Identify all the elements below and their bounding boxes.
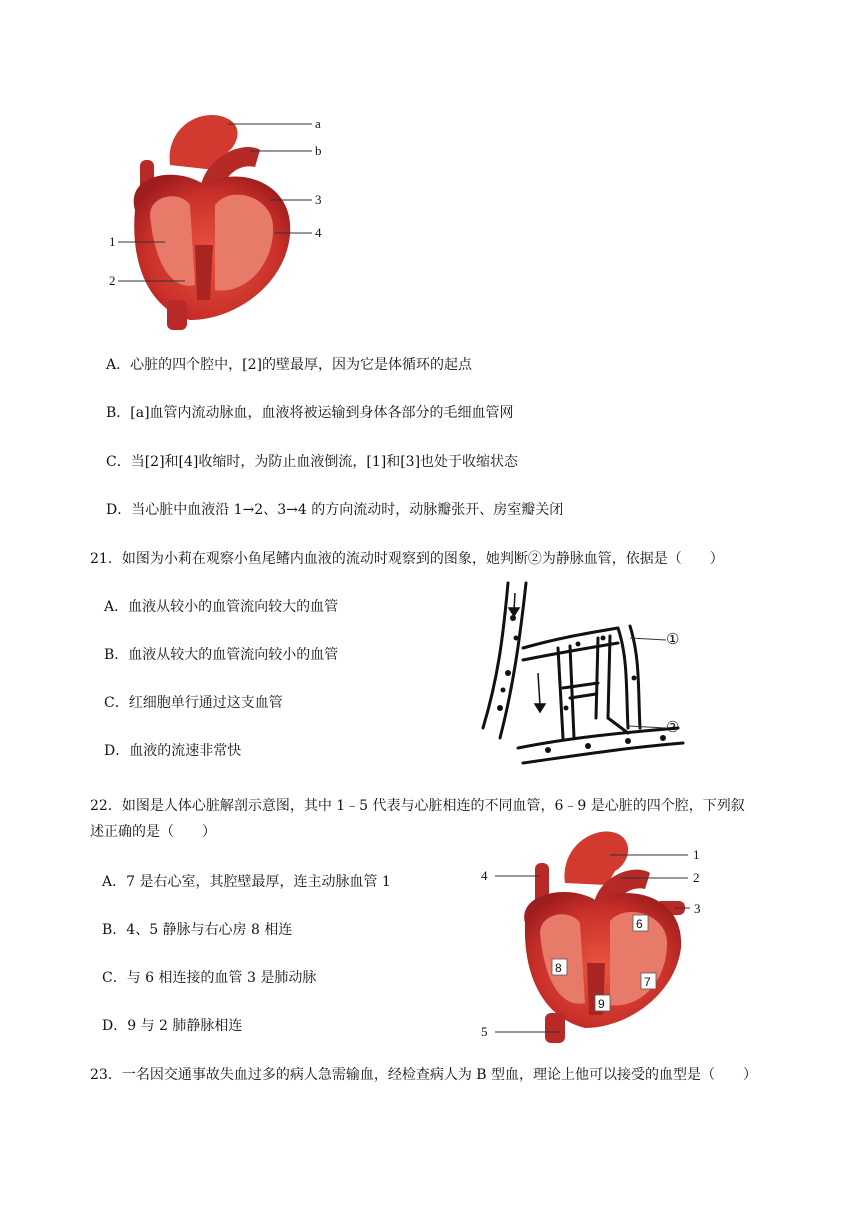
heart2-box-9: 9	[598, 997, 605, 1011]
heart2-box-7: 7	[644, 975, 651, 989]
q23-stem: 23．一名因交通事故失血过多的病人急需输血，经检查病人为 B 型血，理论上他可以接受的血型是（ ）	[90, 1067, 758, 1083]
q22-stem-line2: 述正确的是（ ）	[90, 824, 216, 840]
q22-option-d: D．9 与 2 肺静脉相连	[102, 1018, 243, 1034]
heart1-label-b: b	[315, 143, 322, 158]
q22-option-a: A．7 是右心室，其腔壁最厚，连主动脉血管 1	[102, 874, 391, 890]
q21-option-d: D．血液的流速非常快	[104, 743, 242, 759]
heart2-box-6: 6	[636, 917, 643, 931]
q20-option-d: D．当心脏中血液沿 1→2、3→4 的方向流动时，动脉瓣张开、房室瓣关闭	[106, 502, 564, 518]
q20-option-b: B．[a]血管内流动脉血，血液将被运输到身体各部分的毛细血管网	[106, 405, 514, 421]
heart2-label-3: 3	[694, 901, 701, 916]
heart1-label-3: 3	[315, 192, 322, 207]
heart2-label-2: 2	[693, 870, 700, 885]
heart1-label-4: 4	[315, 225, 322, 240]
heart1-label-1: 1	[109, 234, 116, 249]
heart2-box-8: 8	[555, 961, 562, 975]
capillary-label-2: ②	[666, 720, 680, 736]
capillary-label-1: ①	[666, 632, 680, 648]
heart2-label-5: 5	[481, 1024, 488, 1039]
q21-option-a: A．血液从较小的血管流向较大的血管	[104, 599, 339, 615]
q21-option-c: C．红细胞单行通过这支血管	[104, 695, 283, 711]
q22-option-c: C．与 6 相连接的血管 3 是肺动脉	[102, 970, 317, 986]
heart1-label-a: a	[315, 116, 321, 131]
q22-option-b: B．4、5 静脉与右心房 8 相连	[102, 922, 293, 938]
q21-stem: 21．如图为小莉在观察小鱼尾鳍内血液的流动时观察到的图象，她判断②为静脉血管，依据是（ ）	[90, 551, 724, 567]
q22-stem-line1: 22．如图是人体心脏解剖示意图，其中 1﹣5 代表与心脏相连的不同血管，6﹣9 是心脏的四个腔，下列叙	[90, 798, 745, 814]
q20-option-a: A．心脏的四个腔中，[2]的壁最厚，因为它是体循环的起点	[106, 357, 472, 373]
heart2-label-1: 1	[693, 847, 700, 862]
q21-option-b: B．血液从较大的血管流向较小的血管	[104, 647, 339, 663]
q20-option-c: C．当[2]和[4]收缩时，为防止血液倒流，[1]和[3]也处于收缩状态	[106, 454, 519, 470]
heart2-label-4: 4	[481, 868, 488, 883]
heart1-label-2: 2	[109, 273, 116, 288]
